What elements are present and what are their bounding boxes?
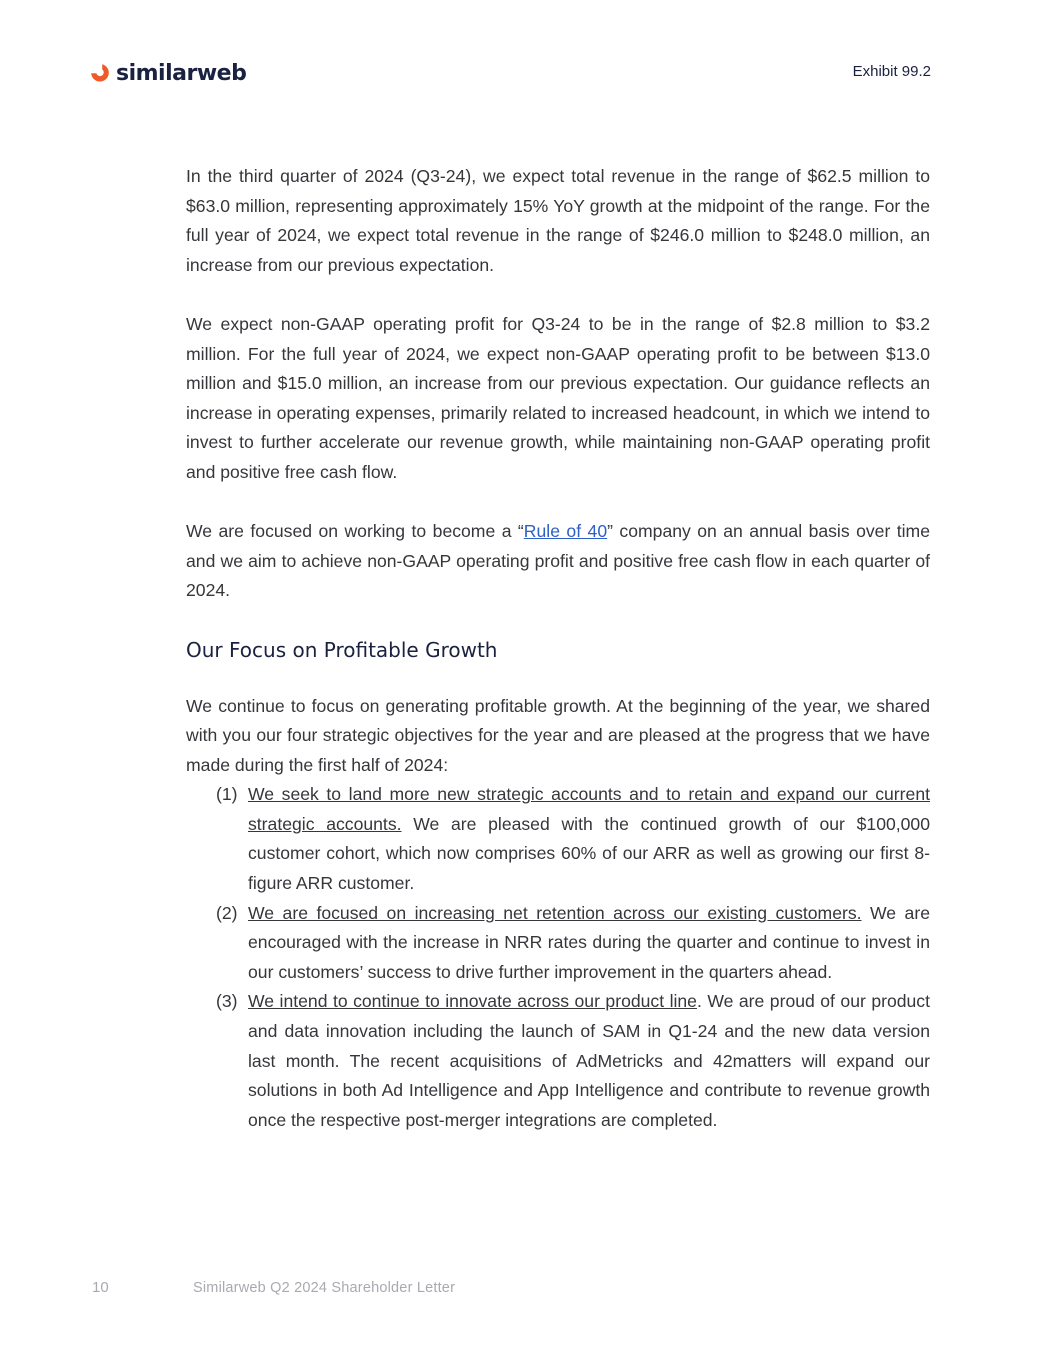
objective-item bbox=[186, 780, 930, 898]
objective-item bbox=[186, 899, 930, 988]
page-number: 10 bbox=[92, 1279, 109, 1296]
objective-text: We are encouraged with the increase in NRR rates during the quarter and continue to invest in our customers’ success to drive further improvement in the quarters ahead. bbox=[248, 902, 930, 982]
section-heading: Our Focus on Profitable Growth bbox=[186, 637, 498, 662]
main-content bbox=[186, 162, 930, 1135]
objective-underlined-text: We intend to continue to innovate across our product line bbox=[248, 991, 697, 1012]
paragraph-rule-of-40-lead: We are focused on working to become a “ bbox=[186, 521, 524, 542]
logo-text: similarweb bbox=[116, 60, 247, 86]
similarweb-logo-mark-icon bbox=[89, 62, 111, 84]
objective-number: (3) bbox=[216, 991, 238, 1012]
objective-text: We are pleased with the continued growth of our $100,000 customer cohort, which now comprises 60% of our ARR as well as growing our first 8-figure ARR customer. bbox=[248, 813, 931, 894]
objective-number: (1) bbox=[216, 784, 238, 805]
paragraph-guidance-profit: We expect non-GAAP operating profit for Q3-24 to be in the range of $2.8 million to $3.2 million. For the full year of 2024, we expect non-GAAP operating profit to be between $13.0 million and $15.0 million, an increase from our previous expectation. Our guidance reflects an increase in operating expenses, primarily related to increased headcount, in which we intend to invest to further accelerate our revenue growth, while maintaining non-GAAP operating profit and positive free cash flow. bbox=[186, 313, 930, 482]
similarweb-logo bbox=[89, 59, 246, 87]
paragraph-strategic-objectives: We continue to focus on generating profitable growth. At the beginning of the year, we shared with you our four strategic objectives for the year and are pleased at the progress that we have made during the first half of 2024: bbox=[186, 695, 930, 775]
rule-of-40-link[interactable]: Rule of 40 bbox=[523, 521, 608, 542]
objective-number: (2) bbox=[216, 902, 238, 923]
footer-doc-title: Similarweb Q2 2024 Shareholder Letter bbox=[193, 1280, 456, 1296]
paragraph-rule-of-40-tail: ” company on an annual basis over time and we aim to achieve non-GAAP operating profit and positive free cash flow in each quarter of 2024. bbox=[186, 521, 930, 601]
objectives-list bbox=[186, 780, 930, 1135]
exhibit-label: Exhibit 99.2 bbox=[852, 63, 931, 80]
paragraph-guidance-revenue: In the third quarter of 2024 (Q3-24), we expect total revenue in the range of $62.5 million to $63.0 million, representing approximately 15% YoY growth at the midpoint of the range. For the full year of 2024, we expect total revenue in the range of $246.0 million to $248.0 million, an increase from our previous expectation. bbox=[186, 166, 930, 275]
paragraph-rule-of-40 bbox=[186, 517, 930, 606]
objective-underlined-text: We seek to land more new strategic accounts and to retain and expand our current strategic accounts. bbox=[248, 784, 930, 834]
objective-underlined-text: We are focused on increasing net retention across our existing customers. bbox=[248, 902, 862, 923]
objective-item bbox=[186, 987, 930, 1135]
objective-text: . We are proud of our product and data innovation including the launch of SAM in Q1-24 and the new data version last month. The recent acquisitions of AdMetricks and 42matters will expand our solutions in both Ad Intelligence and App Intelligence and contribute to revenue growth once the respective post-merger integrations are completed. bbox=[248, 991, 930, 1130]
